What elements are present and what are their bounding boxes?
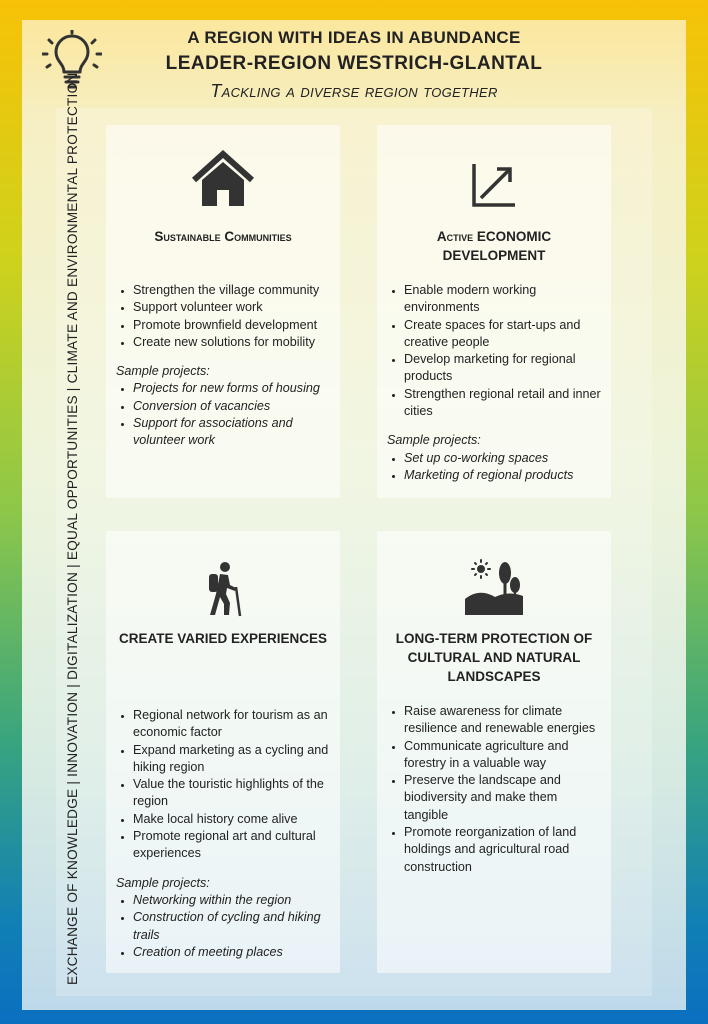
landscape-icon bbox=[465, 559, 523, 615]
sample-item: • Marketing of regional products bbox=[404, 467, 603, 484]
sample-item: • Projects for new forms of housing bbox=[133, 380, 332, 397]
sample-list bbox=[387, 450, 603, 485]
list-item: • Raise awareness for climate resilience and renewable energies bbox=[404, 703, 603, 738]
list-item: • Create spaces for start-ups and creative people bbox=[404, 317, 603, 352]
sample-projects-heading: Sample projects: bbox=[387, 433, 481, 448]
list-item: • Promote reorganization of land holdings and agricultural road construction bbox=[404, 824, 603, 876]
list-item: • Strengthen regional retail and inner cities bbox=[404, 386, 603, 421]
list-item: • Create new solutions for mobility bbox=[133, 334, 332, 351]
sample-projects-heading: Sample projects: bbox=[116, 364, 210, 379]
list-item: • Preserve the landscape and biodiversity and make them tangible bbox=[404, 772, 603, 824]
card-title: LONG-TERM PROTECTION OF CULTURAL AND NATURAL LANDSCAPES bbox=[395, 631, 593, 684]
bullet-list bbox=[116, 707, 332, 863]
card-title: CREATE VARIED EXPERIENCES bbox=[118, 631, 328, 646]
bullet-list bbox=[116, 282, 332, 351]
list-item: • Strengthen the village community bbox=[133, 282, 332, 299]
tagline: Tackling a diverse region together bbox=[210, 81, 498, 101]
header bbox=[22, 20, 686, 110]
sample-item: • Set up co-working spaces bbox=[404, 450, 603, 467]
sample-item: • Construction of cycling and hiking trails bbox=[133, 909, 332, 944]
hiker-icon bbox=[203, 561, 243, 617]
bullet-list bbox=[387, 282, 603, 420]
sample-list bbox=[116, 380, 332, 449]
list-item: • Promote brownfield development bbox=[133, 317, 332, 334]
card-title: Sustainable Communities bbox=[154, 229, 292, 244]
sample-item: • Conversion of vacancies bbox=[133, 398, 332, 415]
sample-projects-heading: Sample projects: bbox=[116, 875, 210, 890]
card-sustainable-communities bbox=[106, 125, 340, 498]
sample-item: • Creation of meeting places bbox=[133, 944, 332, 961]
sample-item: • Networking within the region bbox=[133, 892, 332, 909]
bullet-list bbox=[387, 703, 603, 876]
list-item: • Expand marketing as a cycling and hiking region bbox=[133, 742, 332, 777]
list-item: • Develop marketing for regional products bbox=[404, 351, 603, 386]
list-item: • Enable modern working environments bbox=[404, 282, 603, 317]
card-landscape-protection bbox=[377, 531, 611, 973]
card-title: Active ECONOMIC DEVELOPMENT bbox=[436, 229, 552, 263]
list-item: • Make local history come alive bbox=[133, 811, 332, 828]
title-line-2: LEADER-REGION WESTRICH-GLANTAL bbox=[165, 53, 543, 74]
list-item: • Value the touristic highlights of the region bbox=[133, 776, 332, 811]
growth-chart-icon bbox=[471, 162, 517, 208]
poster-frame bbox=[22, 20, 686, 1010]
sample-list bbox=[116, 892, 332, 961]
card-economic-development bbox=[377, 125, 611, 498]
list-item: • Support volunteer work bbox=[133, 299, 332, 316]
list-item: • Regional network for tourism as an economic factor bbox=[133, 707, 332, 742]
card-varied-experiences bbox=[106, 531, 340, 973]
list-item: • Communicate agriculture and forestry in a valuable way bbox=[404, 738, 603, 773]
vertical-topics-text: EXCHANGE OF KNOWLEDGE | INNOVATION | DIGITALIZATION | EQUAL OPPORTUNITIES | CLIMATE AND ENVIRONMENTAL PROTECTION bbox=[65, 72, 80, 985]
list-item: • Promote regional art and cultural experiences bbox=[133, 828, 332, 863]
title-line-1: A REGION WITH IDEAS IN ABUNDANCE bbox=[187, 28, 521, 47]
house-icon bbox=[190, 150, 256, 210]
sample-item: • Support for associations and volunteer work bbox=[133, 415, 332, 450]
